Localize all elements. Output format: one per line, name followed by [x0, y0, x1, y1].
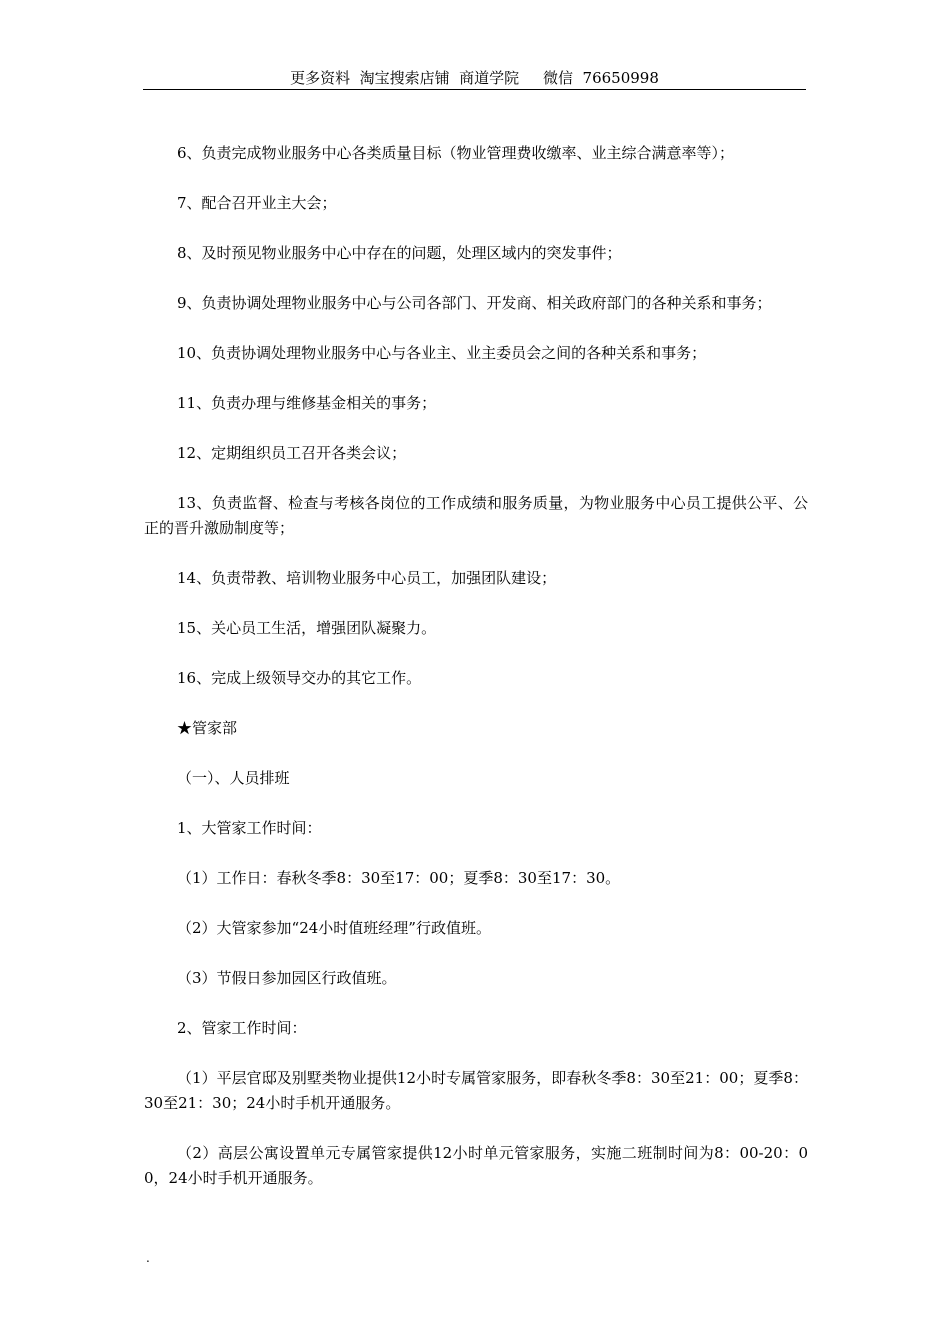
section-heading-butler: ★管家部	[177, 719, 238, 737]
duty-item-10: 10、负责协调处理物业服务中心与各业主、业主委员会之间的各种关系和事务；	[177, 344, 707, 362]
duty-item-15: 15、关心员工生活，增强团队凝聚力。	[177, 619, 437, 637]
footer-mark: .	[146, 1251, 150, 1265]
duty-item-13: 13、负责监督、检查与考核各岗位的工作成绩和服务质量，为物业服务中心员工提供公平、公正的晋升激励制度等；	[144, 494, 808, 537]
duty-item-7: 7、配合召开业主大会；	[177, 194, 337, 212]
subsection-staff-schedule: （一）、人员排班	[177, 769, 290, 787]
duty-item-16: 16、完成上级领导交办的其它工作。	[177, 669, 422, 687]
butler-hours-heading: 2、管家工作时间：	[177, 1019, 307, 1037]
senior-butler-hours-3: （3）节假日参加园区行政值班。	[177, 969, 397, 987]
butler-hours-2: （2）高层公寓设置单元专属管家提供12小时单元管家服务，实施二班制时间为8：00-20：00，24小时手机开通服务。	[144, 1144, 808, 1187]
senior-butler-hours-heading: 1、大管家工作时间：	[177, 819, 322, 837]
duty-item-12: 12、定期组织员工召开各类会议；	[177, 444, 407, 462]
page-header: 更多资料 淘宝搜索店铺 商道学院 微信 76650998	[290, 69, 659, 87]
senior-butler-hours-2: （2）大管家参加“24小时值班经理”行政值班。	[177, 919, 491, 937]
duty-item-8: 8、及时预见物业服务中心中存在的问题，处理区域内的突发事件；	[177, 244, 622, 262]
duty-item-11: 11、负责办理与维修基金相关的事务；	[177, 394, 437, 412]
duty-item-6: 6、负责完成物业服务中心各类质量目标（物业管理费收缴率、业主综合满意率等）；	[177, 144, 735, 162]
duty-item-14: 14、负责带教、培训物业服务中心员工，加强团队建设；	[177, 569, 557, 587]
butler-hours-1: （1）平层官邸及别墅类物业提供12小时专属管家服务，即春秋冬季8：30至21：00；夏季8：30至21：30；24小时手机开通服务。	[144, 1069, 808, 1112]
duty-item-9: 9、负责协调处理物业服务中心与公司各部门、开发商、相关政府部门的各种关系和事务；	[177, 294, 772, 312]
senior-butler-hours-1: （1）工作日：春秋冬季8：30至17：00；夏季8：30至17：30。	[177, 869, 621, 887]
header-rule	[143, 89, 806, 90]
